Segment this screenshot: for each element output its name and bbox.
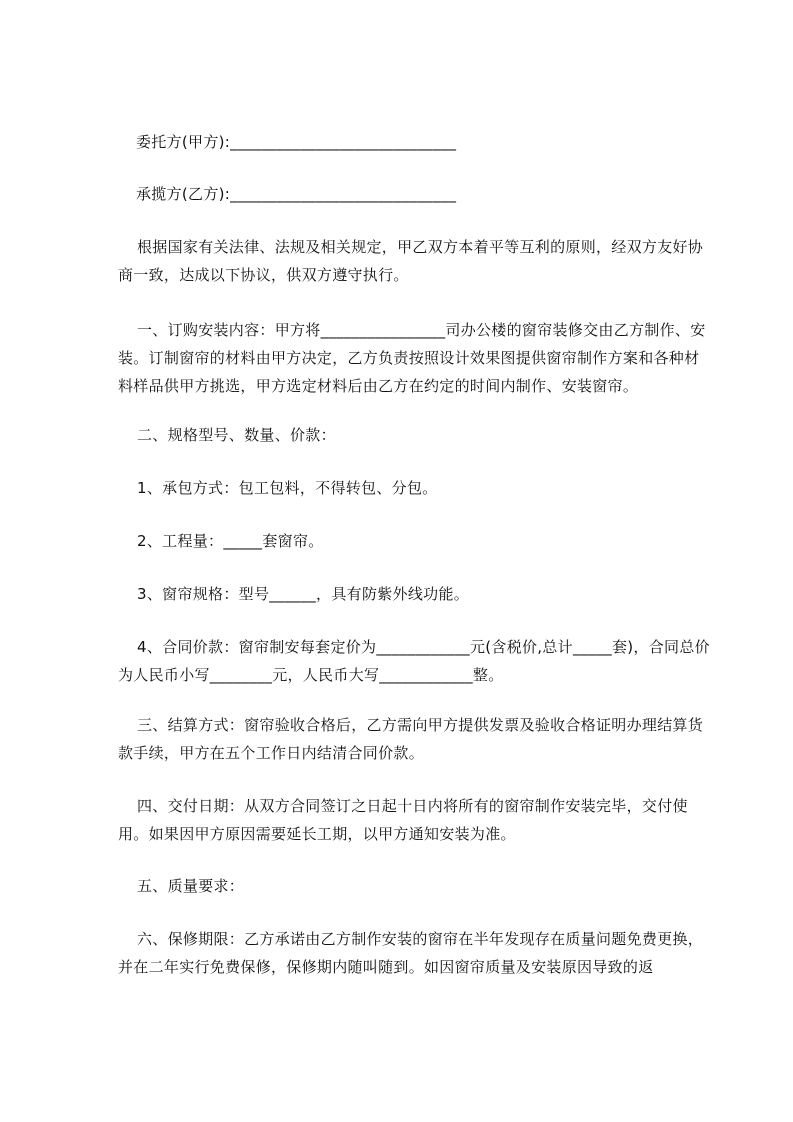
item-1-paragraph: 1、承包方式：包工包料，不得转包、分包。 xyxy=(137,479,438,497)
preamble-paragraph: 根据国家有关法律、法规及相关规定，甲乙双方本着平等互利的原则，经双方友好协商一致，达成以下协议，供双方遵守执行。 xyxy=(118,238,704,284)
clause-2-title: 二、规格型号、数量、价款： xyxy=(137,426,336,444)
clause-5-title: 五、质量要求： xyxy=(137,877,245,895)
clause-1-paragraph: 一、订购安装内容：甲方将________________司办公楼的窗帘装修交由乙方制作、安装。订制窗帘的材料由甲方决定，乙方负责按照设计效果图提供窗帘制作方案和各种材料样品供甲方挑选，甲方选定材料后由乙方在约定的时间内制作、安装窗帘。 xyxy=(118,321,706,395)
clause-6-paragraph: 六、保修期限：乙方承诺由乙方制作安装的窗帘在半年发现存在质量问题免费更换，并在二年实行免费保修，保修期内随叫随到。如因窗帘质量及安装原因导致的返 xyxy=(118,930,704,976)
client-party-line: 委托方(甲方):_____________________________ xyxy=(136,133,457,151)
item-4-paragraph: 4、合同价款：窗帘制安每套定价为____________元(含税价,总计_____套)，合同总价为人民币小写________元，人民币大写____________整。 xyxy=(118,638,710,684)
clause-3-paragraph: 三、结算方式：窗帘验收合格后，乙方需向甲方提供发票及验收合格证明办理结算货款手续，甲方在五个工作日内结清合同价款。 xyxy=(118,716,704,762)
contractor-party-line: 承揽方(乙方):_____________________________ xyxy=(136,185,457,203)
item-3-paragraph: 3、窗帘规格：型号______，具有防紫外线功能。 xyxy=(137,585,470,603)
clause-4-paragraph: 四、交付日期：从双方合同签订之日起十日内将所有的窗帘制作安装完毕，交付使用。如果因甲方原因需要延长工期，以甲方通知安装为准。 xyxy=(118,797,688,843)
item-2-paragraph: 2、工程量：_____套窗帘。 xyxy=(137,532,324,550)
